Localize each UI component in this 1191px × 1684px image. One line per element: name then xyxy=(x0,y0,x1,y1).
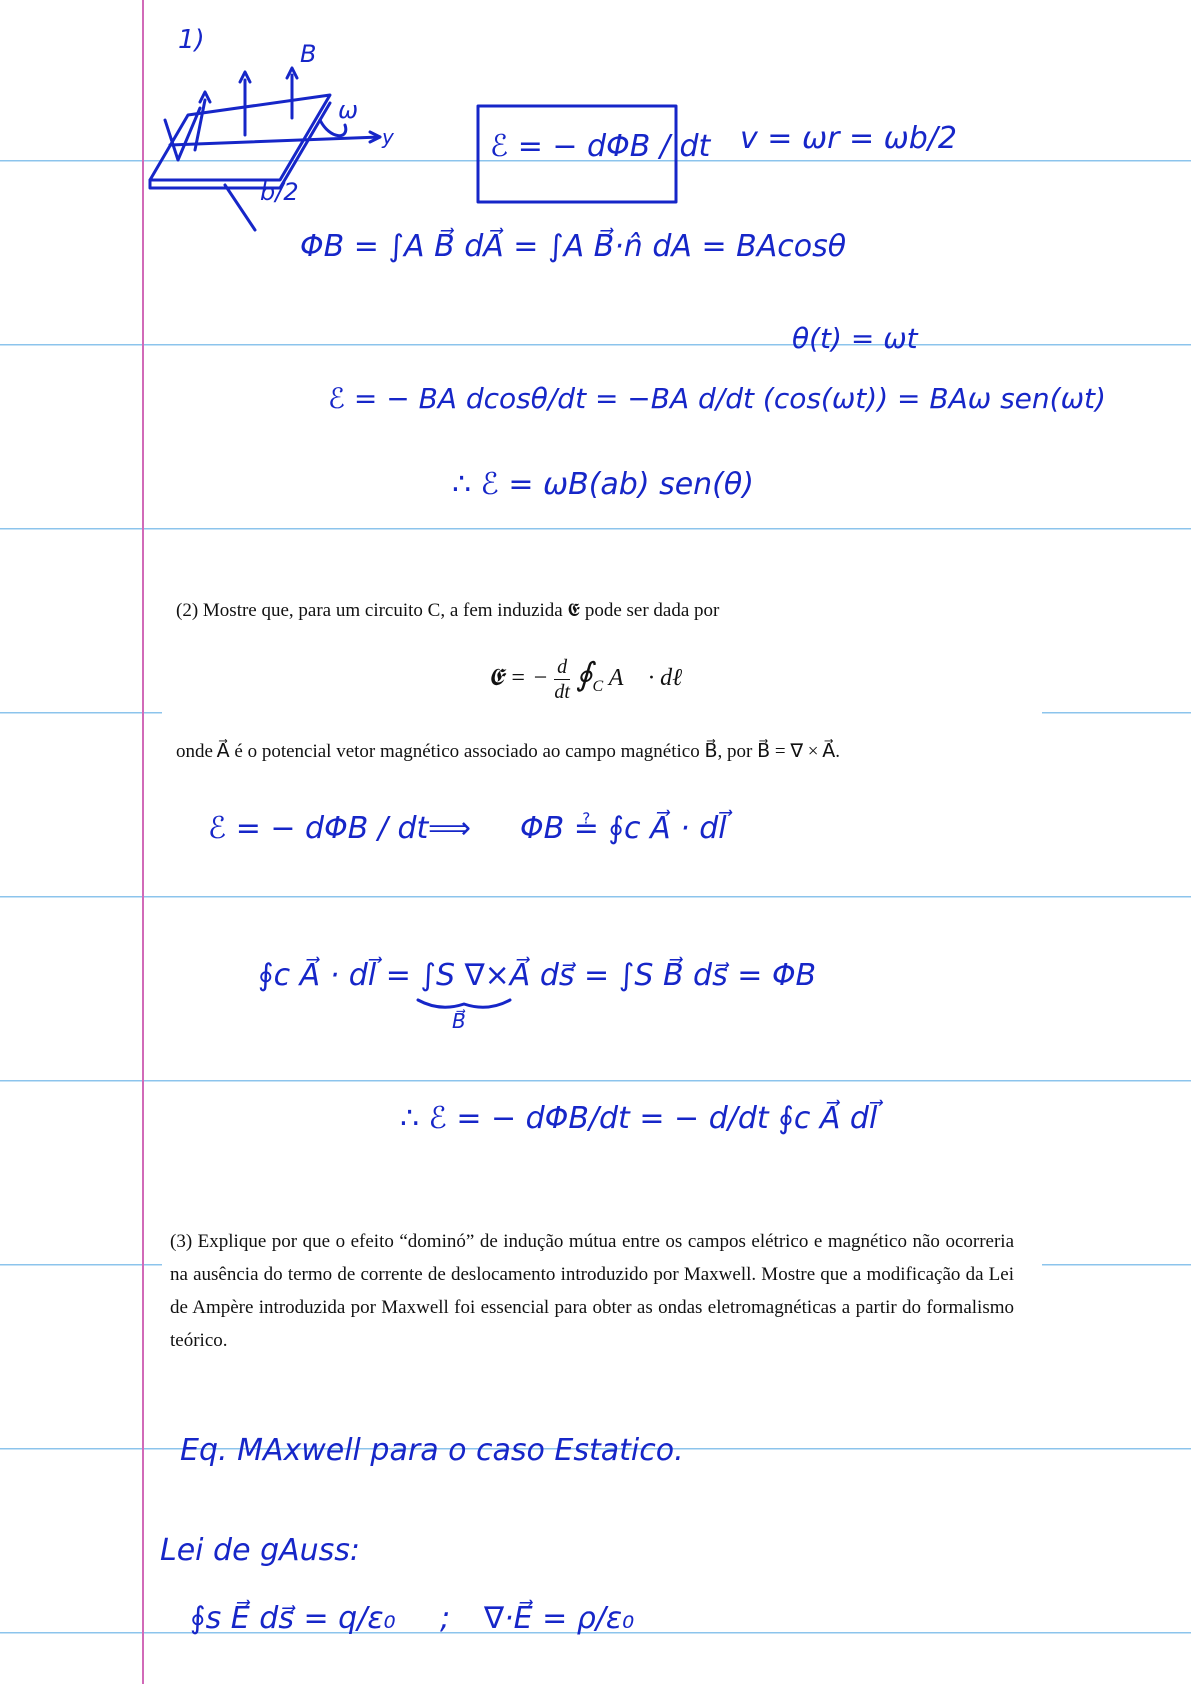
half-b-label: b/2 xyxy=(260,178,299,206)
question-2-prompt: (2) Mostre que, para um circuito C, a fem induzida 𝕰 pode ser dada por xyxy=(176,600,720,621)
question-2-card xyxy=(162,585,1042,785)
formula-lhs: 𝕰 = − xyxy=(488,665,549,692)
gauss-separator: ; xyxy=(440,1601,451,1636)
problem-number: 1) xyxy=(178,25,205,55)
formula-denominator: dt xyxy=(554,681,570,703)
underbrace-label: B⃗ xyxy=(452,1009,466,1033)
formula-integrand: A⃗ · dℓ⃗ xyxy=(608,665,701,692)
q2-work-stokes: ∮c A⃗ · dl⃗ = ∫S ∇×A⃗ ds⃗ = ∫S B⃗ ds⃗ = ΦB xyxy=(258,958,817,993)
gauss-differential: ∇·E⃗ = ρ/ε₀ xyxy=(484,1601,635,1636)
flux-equation: ΦB = ∫A B⃗ dA⃗ = ∫A B⃗·n̂ dA = BAcosθ xyxy=(300,229,847,264)
theta-equation: θ(t) = ωt xyxy=(792,322,918,355)
formula-contour: C xyxy=(592,677,604,695)
b-field-label: B xyxy=(300,40,317,68)
formula-integral-sign: ∮ xyxy=(575,656,593,693)
question-3-card xyxy=(162,1213,1042,1378)
boxed-equation: ℰ = − dΦB / dt xyxy=(490,129,711,164)
emf-derivation: ℰ = − BA dcosθ/dt = −BA d/dt (cos(ωt)) = BAω sen(ωt) xyxy=(328,382,1106,415)
question-2-formula xyxy=(488,655,701,704)
q2-work-emf: ℰ = − dΦB / dt xyxy=(208,811,429,846)
q2-work-result: ∴ ℰ = − dΦB/dt = − d/dt ∮c A⃗ dl⃗ xyxy=(400,1101,878,1136)
gauss-title: Lei de gAuss: xyxy=(160,1533,361,1568)
problem1-result: ∴ ℰ = ωB(ab) sen(θ) xyxy=(452,467,754,502)
question-2-definition: onde A⃗ é o potencial vetor magnético associado ao campo magnético B⃗, por B⃗ = ∇ × A⃗. xyxy=(176,741,840,762)
underbrace xyxy=(418,1000,510,1007)
gauss-integral: ∮s E⃗ ds⃗ = q/ε₀ xyxy=(190,1601,396,1636)
omega-label: ω xyxy=(338,96,359,124)
axis-label: y xyxy=(382,125,394,149)
question-3-prompt: (3) Explique por que o efeito “dominó” de indução mútua entre os campos elétrico e magnético não ocorreria na ausência do termo de corrente de deslocamento introduzido por Maxwell. Mostre que a modificação da Lei de Ampère introduzida por Maxwell foi essencial para obter as ondas eletromagnéticas a partir do formalismo teórico. xyxy=(170,1231,1014,1351)
formula-numerator: d xyxy=(554,655,570,680)
q2-work-flux-guess: ΦB ≟ ∮c A⃗ · dl⃗ xyxy=(520,811,727,846)
q2-work-arrow: ⟹ xyxy=(428,811,472,846)
velocity-equation: v = ωr = ωb/2 xyxy=(740,121,957,156)
formula-fraction xyxy=(554,655,570,704)
q3-heading: Eq. MAxwell para o caso Estatico. xyxy=(180,1433,684,1468)
